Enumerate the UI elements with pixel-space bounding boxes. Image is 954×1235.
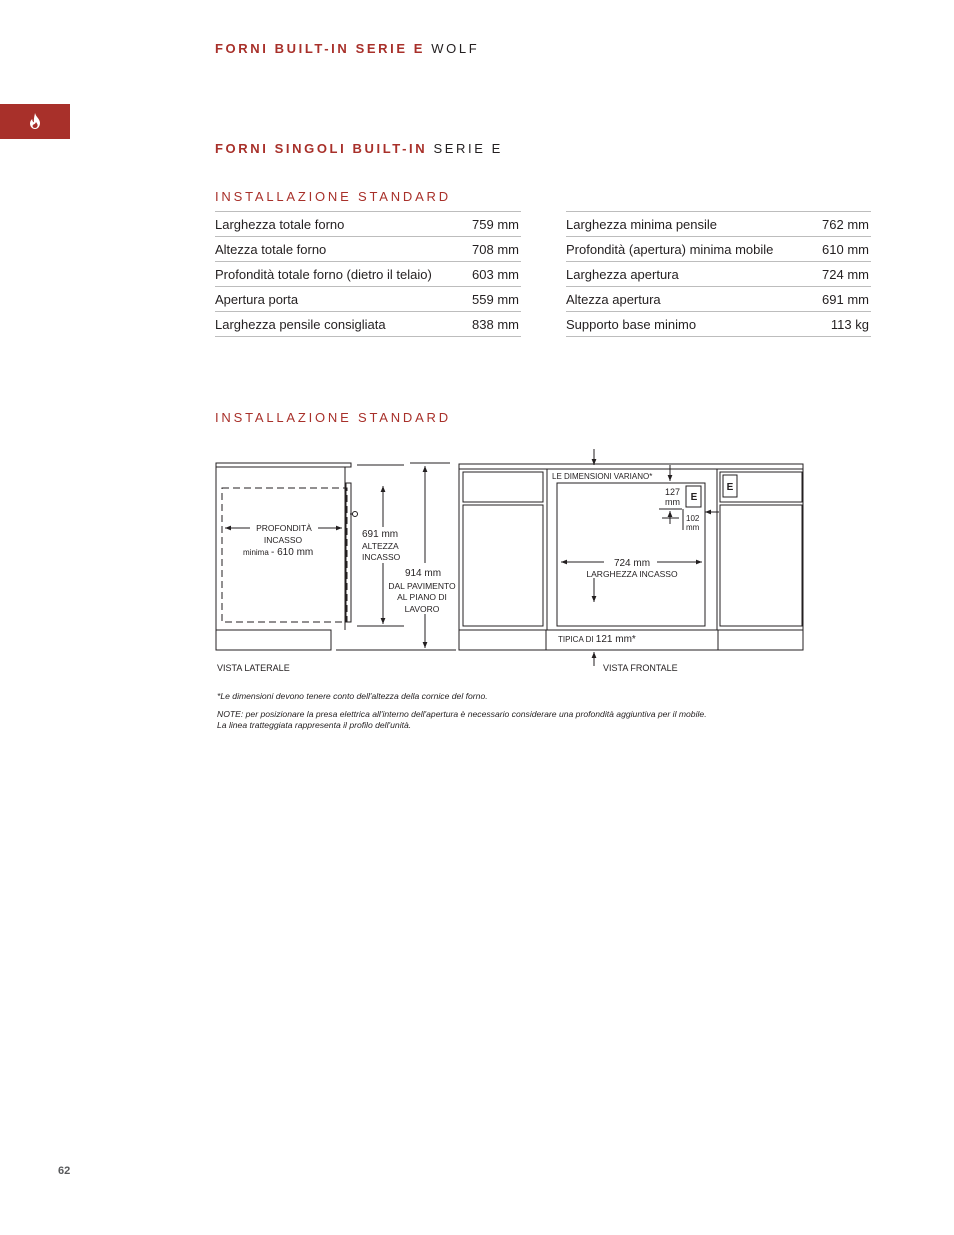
header-title-bold: FORNI BUILT-IN SERIE E xyxy=(215,41,426,56)
side-depth-label-2: INCASSO xyxy=(263,535,303,545)
spec-value: 603 mm xyxy=(465,262,521,287)
header-brand: WOLF xyxy=(431,41,480,56)
spec-label: Altezza totale forno xyxy=(215,237,465,262)
diagram-notes xyxy=(217,691,707,735)
spec-label: Apertura porta xyxy=(215,287,465,312)
subtitle-bold: FORNI SINGOLI BUILT-IN xyxy=(215,141,428,156)
spec-label: Larghezza pensile consigliata xyxy=(215,312,465,337)
spec-value: 610 mm xyxy=(813,237,871,262)
front-dim-102: 102 xyxy=(686,514,700,523)
front-typical-label: TIPICA DI xyxy=(558,635,594,644)
subtitle-plain: SERIE E xyxy=(433,141,503,156)
front-dim-102-unit: mm xyxy=(686,523,700,532)
front-dim-127: 127 xyxy=(664,487,680,497)
spec-label: Larghezza minima pensile xyxy=(566,212,813,237)
note-line-2: La linea tratteggiata rappresenta il profilo dell'unità. xyxy=(217,720,412,730)
outlet-e-label: E xyxy=(690,492,698,503)
spec-value: 759 mm xyxy=(465,212,521,237)
spec-value: 113 kg xyxy=(813,312,871,337)
front-view-caption: VISTA FRONTALE xyxy=(603,663,678,673)
spec-value: 838 mm xyxy=(465,312,521,337)
spec-label: Larghezza totale forno xyxy=(215,212,465,237)
side-floor-label-1: DAL PAVIMENTO xyxy=(388,581,456,591)
page-number: 62 xyxy=(58,1165,71,1177)
side-depth-min: minima xyxy=(243,548,269,557)
spec-value: 708 mm xyxy=(465,237,521,262)
side-height-label-1: ALTEZZA xyxy=(362,541,399,551)
section-title-diagram: INSTALLAZIONE STANDARD xyxy=(215,410,451,425)
front-typical-value: 121 mm* xyxy=(595,634,636,645)
side-view-caption: VISTA LATERALE xyxy=(217,663,290,673)
spec-label: Supporto base minimo xyxy=(566,312,813,337)
side-floor-label-2: AL PIANO DI xyxy=(397,592,447,602)
side-depth-value: - 610 mm xyxy=(271,547,314,558)
front-width-value: 724 mm xyxy=(613,558,651,569)
front-typical xyxy=(558,634,636,645)
spec-label: Profondità (apertura) minima mobile xyxy=(566,237,813,262)
outlet-e-label-right: E xyxy=(726,482,734,493)
side-floor-value: 914 mm xyxy=(404,568,442,579)
spec-value: 724 mm xyxy=(813,262,871,287)
spec-value: 691 mm xyxy=(813,287,871,312)
front-varies-label: LE DIMENSIONI VARIANO* xyxy=(552,472,653,481)
front-width-label: LARGHEZZA INCASSO xyxy=(586,569,678,579)
footnote: *Le dimensioni devono tenere conto dell'altezza della cornice del forno. xyxy=(217,691,488,701)
side-height-label-2: INCASSO xyxy=(362,552,401,562)
side-depth-label-1: PROFONDITÀ xyxy=(256,523,312,533)
spec-value: 559 mm xyxy=(465,287,521,312)
spec-label: Profondità totale forno (dietro il telaio) xyxy=(215,262,465,287)
side-depth-label-3 xyxy=(243,547,313,558)
front-dim-127-unit: mm xyxy=(665,497,680,507)
spec-label: Larghezza apertura xyxy=(566,262,813,287)
note-line-1: NOTE: per posizionare la presa elettrica all'interno dell'apertura è necessario considerare una profondità aggiuntiva per il mobile. xyxy=(217,708,707,719)
spec-label: Altezza apertura xyxy=(566,287,813,312)
spec-value: 762 mm xyxy=(813,212,871,237)
side-height-value: 691 mm xyxy=(362,529,399,540)
side-floor-label-3: LAVORO xyxy=(404,604,440,614)
section-title-specs: INSTALLAZIONE STANDARD xyxy=(215,189,451,204)
